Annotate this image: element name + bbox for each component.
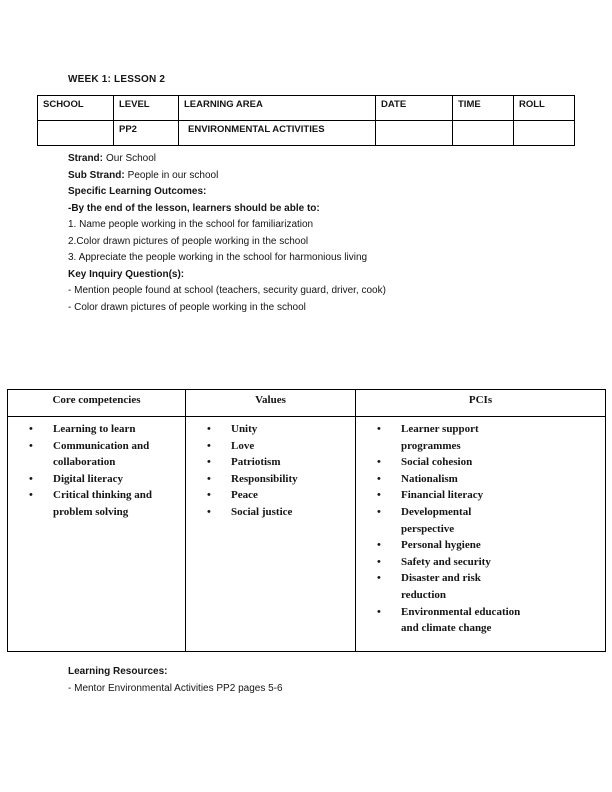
info-header-time: TIME: [453, 96, 514, 121]
pcis-cell: [356, 417, 606, 652]
strand-label: Strand:: [68, 153, 103, 164]
outcome-item: 1. Name people working in the school for familiarization: [68, 219, 314, 230]
value-item: • Love: [231, 438, 331, 455]
info-value-level: PP2: [114, 121, 179, 146]
inquiry-heading: Key Inquiry Question(s):: [68, 268, 185, 280]
value-item: • Patriotism: [231, 454, 331, 471]
lesson-info-table: [37, 95, 575, 146]
pci-item: • Financial literacy: [401, 487, 525, 504]
value-item: • Social justice: [231, 504, 331, 521]
core-competencies-cell: [8, 417, 186, 652]
info-value-time: [453, 121, 514, 146]
competency-item: • Digital literacy: [53, 471, 165, 488]
inquiry-item: - Color drawn pictures of people working in the school: [68, 301, 306, 313]
competencies-values-pcis-table: [7, 389, 606, 652]
lesson-body: [68, 151, 548, 316]
value-item: • Peace: [231, 487, 331, 504]
value-item: • Responsibility: [231, 471, 331, 488]
pcis-header: PCIs: [356, 390, 606, 417]
values-cell: [186, 417, 356, 652]
info-value-row: [38, 121, 575, 146]
competency-item: • Critical thinking and problem solving: [53, 487, 165, 520]
sub-strand-value: People in our school: [127, 169, 219, 181]
learning-resources-heading: Learning Resources:: [68, 666, 168, 677]
info-value-school: [38, 121, 114, 146]
sub-strand-line: [68, 168, 548, 185]
pci-item: • Environmental education and climate change: [401, 604, 525, 637]
info-header-level: LEVEL: [114, 96, 179, 121]
outcomes-heading: Specific Learning Outcomes:: [68, 186, 207, 197]
info-header-date: DATE: [376, 96, 453, 121]
outcome-item: 3. Appreciate the people working in the school for harmonious living: [68, 252, 368, 263]
value-item: • Unity: [231, 421, 331, 438]
values-header: Values: [186, 390, 356, 417]
pci-item: • Social cohesion: [401, 454, 525, 471]
pci-item: • Safety and security: [401, 554, 525, 571]
pcis-list: [356, 421, 525, 637]
strand-value: Our School: [106, 153, 157, 164]
values-list: [186, 421, 331, 521]
outcomes-intro: -By the end of the lesson, learners should be able to:: [68, 202, 320, 214]
competency-item: • Communication and collaboration: [53, 438, 165, 471]
outcome-item: 2.Color drawn pictures of people working in the school: [68, 235, 309, 247]
pci-item: • Disaster and risk reduction: [401, 570, 525, 603]
info-header-school: SCHOOL: [38, 96, 114, 121]
info-header-roll: ROLL: [514, 96, 575, 121]
info-value-roll: [514, 121, 575, 146]
strand-line: [68, 151, 548, 168]
core-competencies-header: Core competencies: [8, 390, 186, 417]
info-header-row: [38, 96, 575, 121]
lesson-title: WEEK 1: LESSON 2: [68, 74, 166, 85]
sub-strand-label: Sub Strand:: [68, 169, 125, 181]
pci-item: • Developmental perspective: [401, 504, 525, 537]
info-value-learning-area: ENVIRONMENTAL ACTIVITIES: [179, 121, 376, 146]
core-competencies-list: [8, 421, 165, 521]
learning-resources-section: [68, 664, 283, 697]
learning-resources-item: - Mentor Environmental Activities PP2 pages 5-6: [68, 682, 283, 694]
pci-item: • Nationalism: [401, 471, 525, 488]
inquiry-item: - Mention people found at school (teachers, security guard, driver, cook): [68, 285, 386, 296]
pci-item: • Personal hygiene: [401, 537, 525, 554]
pci-item: • Learner support programmes: [401, 421, 525, 454]
matrix-body-row: [8, 417, 606, 652]
competency-item: • Learning to learn: [53, 421, 165, 438]
matrix-header-row: [8, 390, 606, 417]
info-value-date: [376, 121, 453, 146]
info-header-learning-area: LEARNING AREA: [179, 96, 376, 121]
